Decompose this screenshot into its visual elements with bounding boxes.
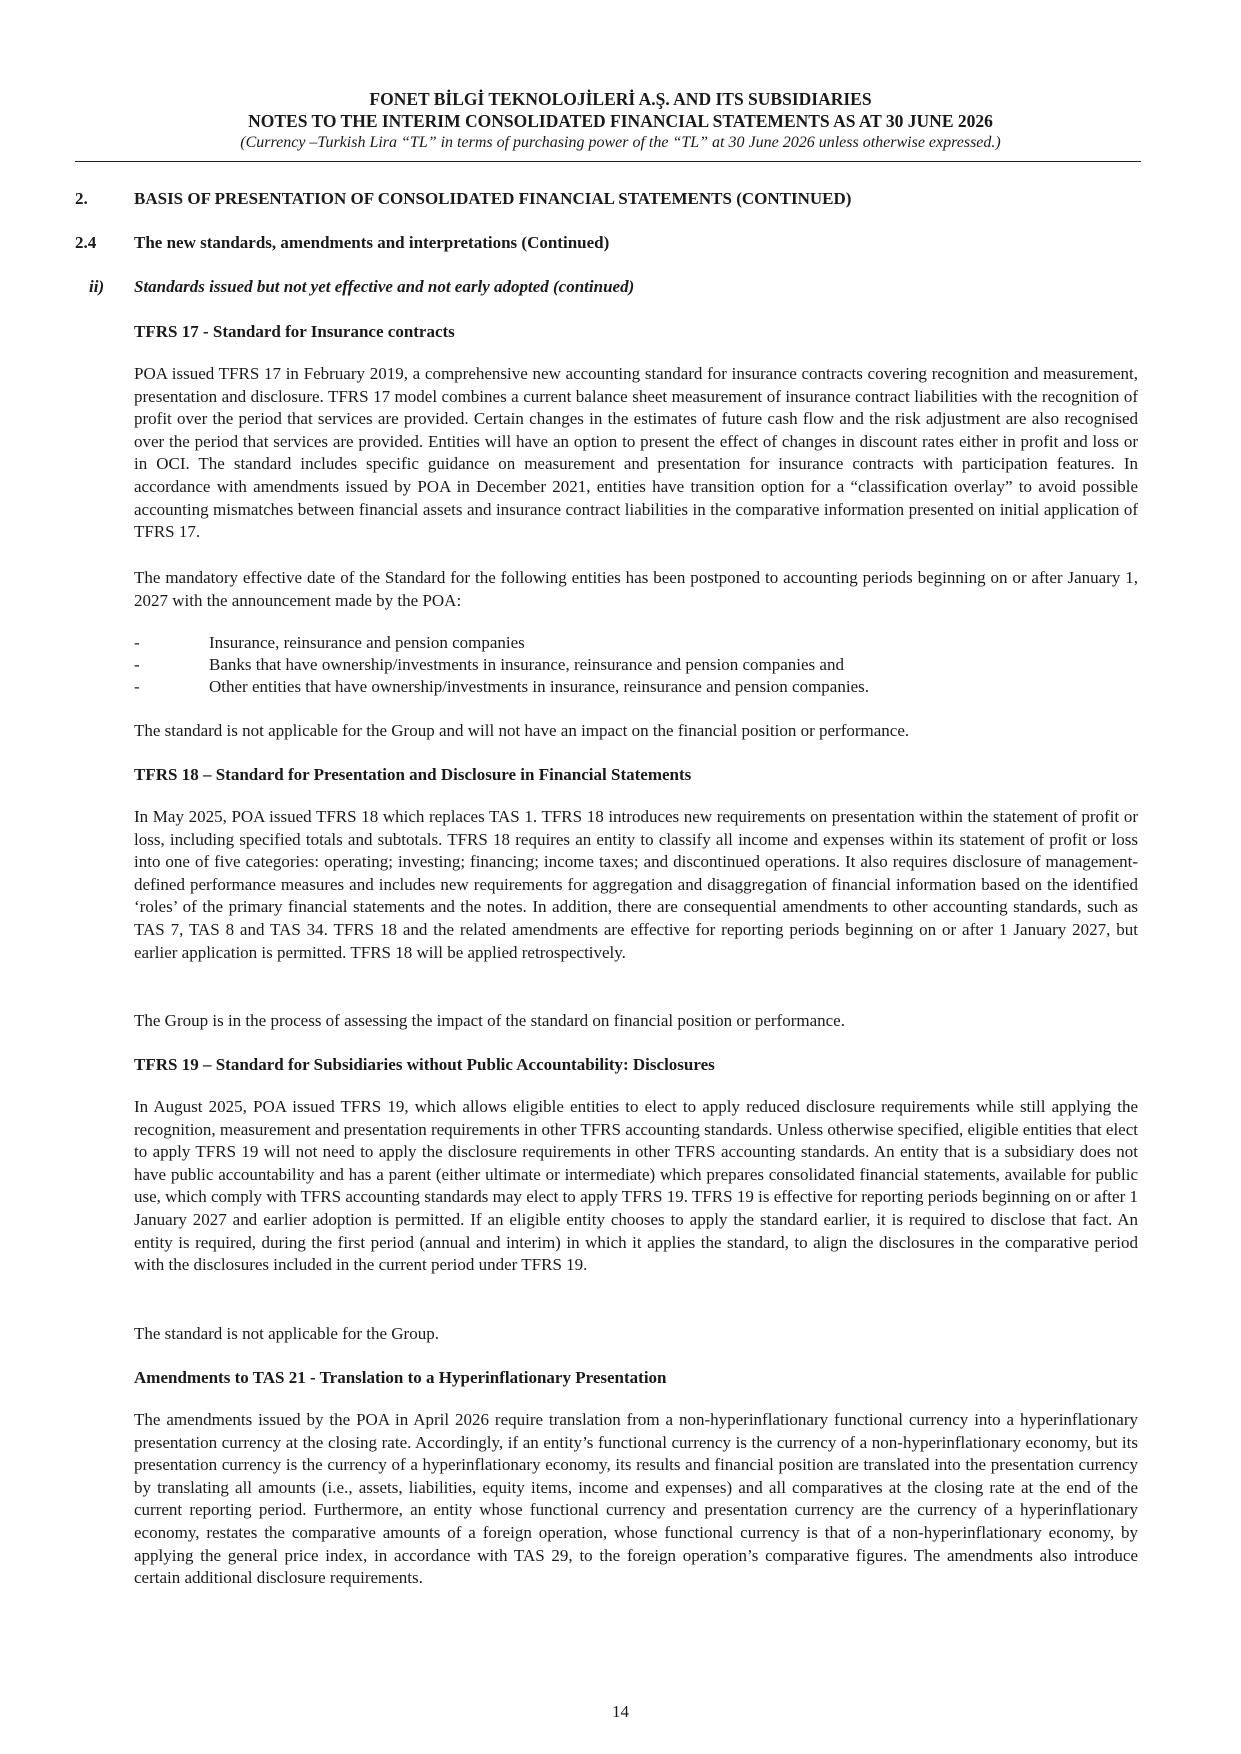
list-item-text: Other entities that have ownership/investments in insurance, reinsurance and pension companies. bbox=[209, 677, 869, 696]
tfrs18-heading-text: TFRS 18 – Standard for Presentation and Disclosure in Financial Statements bbox=[134, 765, 692, 784]
bullet-dash: - bbox=[134, 633, 140, 652]
list-item-text: Insurance, reinsurance and pension companies bbox=[209, 633, 525, 652]
tfrs17-heading-text: TFRS 17 - Standard for Insurance contracts bbox=[134, 322, 455, 341]
currency-note: (Currency –Turkish Lira “TL” in terms of purchasing power of the “TL” at 30 June 2026 unless otherwise expressed.) bbox=[240, 134, 1001, 151]
section-title: BASIS OF PRESENTATION OF CONSOLIDATED FINANCIAL STATEMENTS (CONTINUED) bbox=[134, 189, 852, 208]
tfrs17-paragraph-3: The standard is not applicable for the Group and will not have an impact on the financial position or performance. bbox=[134, 721, 910, 740]
subsection-title: The new standards, amendments and interpretations (Continued) bbox=[134, 233, 610, 252]
header-divider bbox=[75, 161, 1141, 162]
tfrs18-paragraph-1: In May 2025, POA issued TFRS 18 which replaces TAS 1. TFRS 18 introduces new requirements on presentation within the statement of profit or loss, including specified totals and subtotals. TFRS 18 requires an entity to classify all income and expenses within its statement of profit or loss into one of five categories: operating; investing; financing; income taxes; and discontinued operations. It also requires disclosure of management-defined performance measures and includes new requirements for aggregation and disaggregation of financial information based on the identified ‘roles’ of the primary financial statements and the notes. In addition, there are consequential amendments to other accounting standards, such as TAS 7, TAS 8 and TAS 34. TFRS 18 and the related amendments are effective for reporting periods beginning on or after 1 January 2027, but earlier application is permitted. TFRS 18 will be applied retrospectively. bbox=[134, 807, 1138, 962]
document-title: NOTES TO THE INTERIM CONSOLIDATED FINANCIAL STATEMENTS AS AT 30 JUNE 2026 bbox=[248, 111, 993, 131]
tfrs17-paragraph-2: The mandatory effective date of the Standard for the following entities has been postponed to accounting periods beginning on or after January 1, 2027 with the announcement made by the POA: bbox=[134, 568, 1138, 610]
bullet-dash: - bbox=[134, 677, 140, 696]
subsubsection-number: ii) bbox=[89, 277, 105, 296]
tfrs17-paragraph-1: POA issued TFRS 17 in February 2019, a comprehensive new accounting standard for insurance contracts covering recognition and measurement, presentation and disclosure. TFRS 17 model combines a current balance sheet measurement of insurance contract liabilities with the recognition of profit over the period that services are provided. Certain changes in the estimates of future cash flow and the risk adjustment are also recognised over the period that services are provided. Entities will have an option to present the effect of changes in discount rates either in profit and loss or in OCI. The standard includes specific guidance on measurement and presentation for insurance contracts with participation features. In accordance with amendments issued by POA in December 2021, entities have transition option for a “classification overlay” to avoid possible accounting mismatches between financial assets and insurance contract liabilities in the comparative information presented on initial application of TFRS 17. bbox=[134, 364, 1138, 542]
page-header bbox=[0, 88, 1241, 154]
bullet-dash: - bbox=[134, 655, 140, 674]
tfrs19-heading-text: TFRS 19 – Standard for Subsidiaries without Public Accountability: Disclosures bbox=[134, 1055, 715, 1074]
tfrs19-heading bbox=[134, 1054, 1138, 1077]
page-number: 14 bbox=[612, 1702, 629, 1721]
tfrs19-paragraph-2: The standard is not applicable for the Group. bbox=[134, 1324, 439, 1343]
tfrs18-heading bbox=[134, 764, 1138, 787]
tfrs19-paragraph-1: In August 2025, POA issued TFRS 19, which allows eligible entities to elect to apply reduced disclosure requirements while still applying the recognition, measurement and presentation requirements in other TFRS accounting standards. Unless otherwise specified, eligible entities that elect to apply TFRS 19 will not need to apply the disclosure requirements in other TFRS accounting standards. An entity that is a subsidiary does not have public accountability and has a parent (either ultimate or intermediate) which prepares consolidated financial statements, available for public use, which comply with TFRS accounting standards may elect to apply TFRS 19. TFRS 19 is effective for reporting periods beginning on or after 1 January 2027 and earlier adoption is permitted. If an eligible entity chooses to apply the standard earlier, it is required to disclose that fact. An entity is required, during the first period (annual and interim) in which it applies the standard, to align the disclosures in the comparative period with the disclosures included in the current period under TFRS 19. bbox=[134, 1097, 1138, 1275]
subsection-number: 2.4 bbox=[75, 233, 97, 252]
company-name: FONET BİLGİ TEKNOLOJİLERİ A.Ş. AND ITS SUBSIDIARIES bbox=[369, 89, 872, 109]
tfrs17-heading bbox=[134, 321, 1138, 344]
subsubsection-title: Standards issued but not yet effective and not early adopted (continued) bbox=[134, 277, 635, 296]
tfrs18-paragraph-2: The Group is in the process of assessing the impact of the standard on financial position or performance. bbox=[134, 1011, 845, 1030]
tas21-heading bbox=[134, 1367, 1138, 1390]
list-item-text: Banks that have ownership/investments in insurance, reinsurance and pension companies and bbox=[209, 655, 844, 674]
tas21-paragraph-1: The amendments issued by the POA in April 2026 require translation from a non-hyperinflationary functional currency into a hyperinflationary presentation currency at the closing rate. Accordingly, if an entity’s functional currency is the currency of a non-hyperinflationary economy, but its presentation currency is the currency of a hyperinflationary economy, its results and financial position are translated into the presentation currency by translating all amounts (i.e., assets, liabilities, equity items, income and expenses) and all comparatives at the closing rate at the end of the current reporting period. Furthermore, an entity whose functional currency and presentation currency are the currency of a hyperinflationary economy, restates the comparative amounts of a foreign operation, whose functional currency is that of a non-hyperinflationary economy, by applying the general price index, in accordance with TAS 29, to the foreign operation’s comparative figures. The amendments also introduce certain additional disclosure requirements. bbox=[134, 1410, 1138, 1588]
tas21-heading-text: Amendments to TAS 21 - Translation to a Hyperinflationary Presentation bbox=[134, 1368, 667, 1387]
section-number: 2. bbox=[75, 189, 88, 208]
